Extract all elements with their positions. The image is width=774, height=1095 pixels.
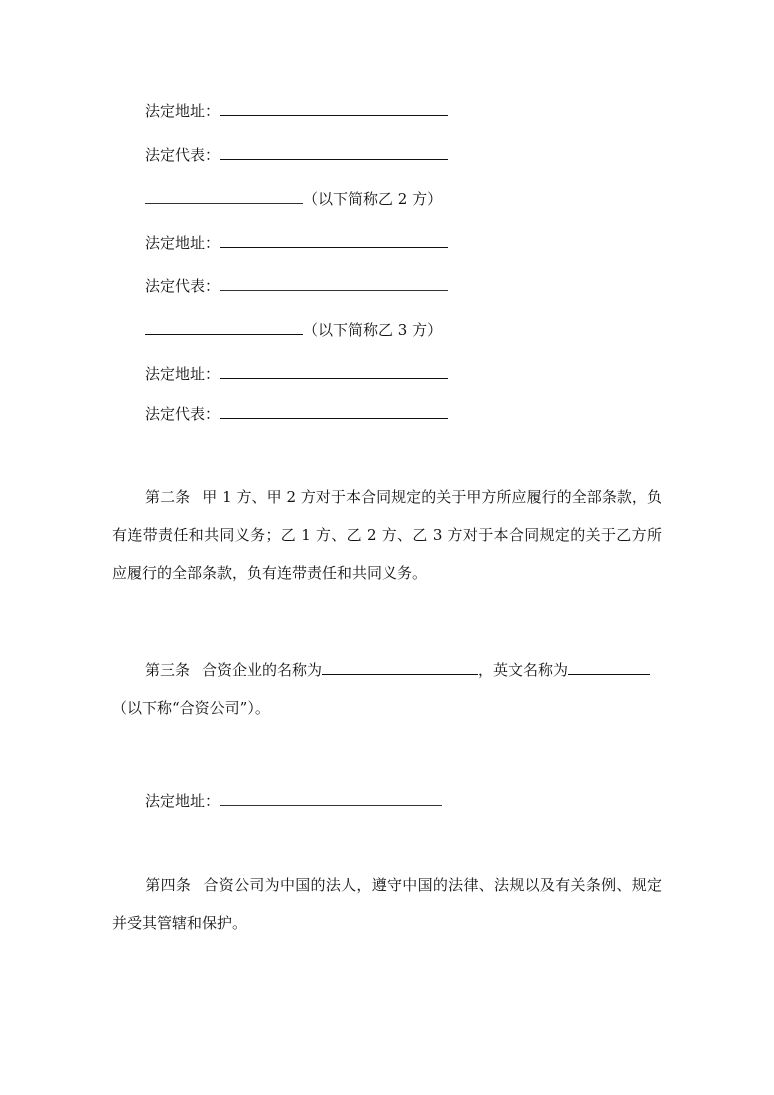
company-legal-address-line	[145, 791, 442, 811]
article-3-text-middle: ，英文名称为	[478, 661, 569, 679]
party-b2-name-blank[interactable]	[145, 189, 303, 204]
party-b3-suffix: （以下简称乙 3 方）	[303, 321, 443, 339]
company-english-name-blank[interactable]	[568, 660, 650, 675]
legal-address-line-3	[145, 364, 448, 384]
legal-address-line-1	[145, 101, 448, 121]
article-3-text-after: （以下称“合资公司”）。	[112, 699, 270, 717]
legal-address-label: 法定地址：	[145, 365, 221, 383]
party-b2-line	[145, 189, 442, 209]
company-legal-address-label: 法定地址：	[145, 792, 221, 810]
legal-representative-label: 法定代表：	[145, 146, 221, 164]
article-2-heading: 第二条	[145, 488, 191, 506]
article-2-text: 甲 1 方、甲 2 方对于本合同规定的关于甲方所应履行的全部条款，负有连带责任和共同义务；乙 1 方、乙 2 方、乙 3 方对于本合同规定的关于乙方所应履行的全部条款，负有连带责任和共同义务。	[112, 488, 662, 582]
article-3	[112, 651, 662, 727]
legal-representative-blank[interactable]	[220, 145, 448, 160]
legal-address-label: 法定地址：	[145, 102, 221, 120]
legal-representative-label: 法定代表：	[145, 277, 221, 295]
legal-address-line-2	[145, 233, 448, 253]
legal-representative-blank[interactable]	[220, 276, 448, 291]
article-4-text: 合资公司为中国的法人，遵守中国的法律、法规以及有关条例、规定并受其管辖和保护。	[112, 876, 662, 932]
legal-address-label: 法定地址：	[145, 234, 221, 252]
article-3-heading: 第三条	[145, 661, 191, 679]
legal-address-blank[interactable]	[220, 101, 448, 116]
article-4-heading: 第四条	[145, 876, 192, 894]
party-b3-line	[145, 320, 442, 340]
company-chinese-name-blank[interactable]	[322, 660, 478, 675]
legal-address-blank[interactable]	[220, 233, 448, 248]
legal-address-blank[interactable]	[220, 364, 448, 379]
legal-representative-line-2	[145, 276, 448, 296]
party-b3-name-blank[interactable]	[145, 320, 303, 335]
legal-representative-line-1	[145, 145, 448, 165]
article-4	[112, 866, 662, 942]
article-2	[112, 478, 662, 592]
party-b2-suffix: （以下简称乙 2 方）	[303, 190, 443, 208]
legal-representative-blank[interactable]	[220, 404, 448, 419]
legal-representative-label: 法定代表：	[145, 405, 221, 423]
company-legal-address-blank[interactable]	[220, 791, 442, 806]
article-3-text-before: 合资企业的名称为	[202, 661, 323, 679]
legal-representative-line-3	[145, 404, 448, 424]
